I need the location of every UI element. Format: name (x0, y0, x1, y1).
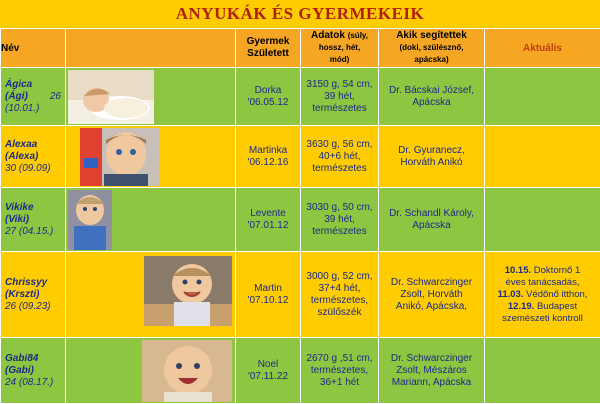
child-photo (68, 70, 154, 124)
helpers-line: Anikó, Apácska, (395, 300, 468, 312)
mother-age: 26 (5, 300, 17, 312)
header-helpers-sub2: apácska) (414, 55, 449, 64)
mother-name-cell (1, 188, 66, 252)
header-data-sub1: (súly, (347, 31, 368, 40)
birth-data-cell (301, 338, 379, 404)
child-birthdate: '07.10.12 (247, 294, 289, 306)
child-photo-cell (66, 68, 236, 126)
page-title: ANYUKÁK ÉS GYERMEKEIK (175, 4, 425, 23)
mother-realname: (Krszti) (5, 288, 40, 300)
aktualis-line: 10.15. Doktornő 1 (504, 264, 581, 276)
child-birthdate: '07.11.22 (247, 370, 289, 382)
aktualis-cell (485, 338, 600, 404)
mother-name-cell (1, 68, 66, 126)
child-name: Martinka (248, 144, 288, 156)
helpers-line: Dr. Schandl Károly, (389, 207, 474, 219)
birth-data-line: természetes (312, 102, 367, 114)
header-row (1, 29, 600, 68)
helpers-line: Dr. Bácskai József, (388, 84, 475, 96)
birth-data-line: természetes, (310, 364, 369, 376)
child-cell (236, 252, 301, 338)
child-photo-cell (66, 126, 236, 188)
child-photo (80, 128, 160, 186)
mother-realname: (Gabi) (5, 364, 34, 376)
aktualis-line: 11.03. Védőnő itthon, (497, 288, 588, 300)
birth-data-line: 39 hét, (324, 90, 355, 102)
birth-data-cell (301, 126, 379, 188)
mother-realname: (Viki) (5, 213, 30, 225)
birth-data-line: 3630 g, 56 cm, (306, 138, 373, 150)
helpers-cell (379, 68, 485, 126)
header-child (236, 29, 301, 68)
birth-data-line: 3030 g, 50 cm, (306, 201, 373, 213)
mother-age: 24 (5, 376, 17, 388)
aktualis-cell (485, 252, 600, 338)
helpers-line: Zsolt, Horváth (400, 288, 463, 300)
mother-age: 26 (49, 90, 61, 102)
mother-realname: (Alexa) (5, 150, 39, 162)
child-photo-cell (66, 338, 236, 404)
child-birthdate: '06.12.16 (247, 156, 289, 168)
child-birthdate: '07.01.12 (247, 219, 289, 231)
helpers-line: Dr. Gyuranecz, (398, 144, 465, 156)
helpers-cell (379, 338, 485, 404)
child-photo (144, 256, 232, 326)
mother-birthday: (09.23) (18, 300, 51, 312)
child-photo (68, 190, 112, 250)
aktualis-line: 12.19. Budapest (507, 300, 578, 312)
aktualis-cell (485, 68, 600, 126)
helpers-cell (379, 252, 485, 338)
header-data-sub2: hossz, hét, (318, 43, 361, 52)
mother-birthday: (04.15.) (18, 225, 54, 237)
table-row (1, 126, 600, 188)
birth-data-line: 3000 g, 52 cm, (306, 270, 373, 282)
header-name: Név (1, 29, 66, 68)
helpers-line: Zsolt, Mészáros (396, 364, 467, 376)
birth-data-cell (301, 252, 379, 338)
helpers-line: Horváth Anikó (400, 156, 463, 168)
header-helpers-sub1: (doki, szülésznő, (399, 43, 464, 52)
child-name: Martin (254, 282, 282, 294)
birth-data-line: 39 hét, (324, 213, 355, 225)
header-helpers-main: Akik segítettek (396, 30, 467, 41)
helpers-line: Dr. Schwarczinger (390, 276, 473, 288)
birth-data-line: 37+4 hét, (318, 282, 361, 294)
mother-nickname: Chrissyy (5, 276, 48, 288)
mother-nickname: Vikike (5, 201, 34, 213)
aktualis-line: éves tanácsadás, (505, 276, 580, 288)
birth-data-line: 40+6 hét, (318, 150, 361, 162)
birth-data-line: természetes (312, 225, 367, 237)
header-child-line1: Gyermek (246, 36, 290, 47)
child-cell (236, 126, 301, 188)
child-name: Noel (257, 358, 279, 370)
mother-birthday: (08.17.) (18, 376, 54, 388)
child-name: Levente (250, 207, 286, 219)
header-data (301, 29, 379, 68)
mother-birthday: (09.09) (18, 162, 51, 174)
helpers-line: Mariann, Apácska (391, 376, 472, 388)
table-row (1, 338, 600, 404)
birth-data-line: 36+1 hét (319, 376, 360, 388)
mother-name-cell (1, 252, 66, 338)
page-title-bar (0, 0, 600, 28)
helpers-line: Apácska (412, 219, 451, 231)
birth-data-cell (301, 188, 379, 252)
aktualis-cell (485, 188, 600, 252)
aktualis-line: szemészeti kontroll (502, 312, 583, 324)
mother-nickname: Ágica (5, 78, 33, 90)
child-photo (142, 340, 232, 402)
header-data-main: Adatok (311, 30, 345, 41)
mother-birthday: (10.01.) (5, 102, 40, 114)
child-photo-cell (66, 188, 236, 252)
child-name: Dorka (254, 84, 282, 96)
table-row (1, 68, 600, 126)
child-photo-cell (66, 252, 236, 338)
child-cell (236, 68, 301, 126)
helpers-cell (379, 126, 485, 188)
mother-age: 27 (5, 225, 17, 237)
birth-data-line: szülőszék (317, 306, 362, 318)
child-cell (236, 338, 301, 404)
header-aktualis: Aktuális (485, 29, 600, 68)
birth-data-line: 3150 g, 54 cm, (306, 78, 373, 90)
header-helpers (379, 29, 485, 68)
table-row (1, 188, 600, 252)
birth-data-line: 2670 g ,51 cm, (306, 352, 373, 364)
birth-data-line: természetes (312, 162, 367, 174)
helpers-cell (379, 188, 485, 252)
table-row (1, 252, 600, 338)
mother-age: 30 (5, 162, 17, 174)
mothers-table (0, 28, 600, 404)
helpers-line: Apácska (412, 96, 451, 108)
child-cell (236, 188, 301, 252)
birth-data-line: természetes, (310, 294, 369, 306)
mother-name-cell (1, 338, 66, 404)
header-data-sub3: mód) (329, 55, 350, 64)
header-photo (66, 29, 236, 68)
mother-name-cell (1, 126, 66, 188)
mother-nickname: Alexaa (5, 138, 38, 150)
helpers-line: Dr. Schwarczinger (390, 352, 473, 364)
mother-nickname: Gabi84 (5, 352, 39, 364)
mother-realname: (Ági) (5, 90, 28, 102)
birth-data-cell (301, 68, 379, 126)
aktualis-cell (485, 126, 600, 188)
header-child-line2: Született (247, 48, 289, 59)
child-birthdate: '06.05.12 (247, 96, 289, 108)
